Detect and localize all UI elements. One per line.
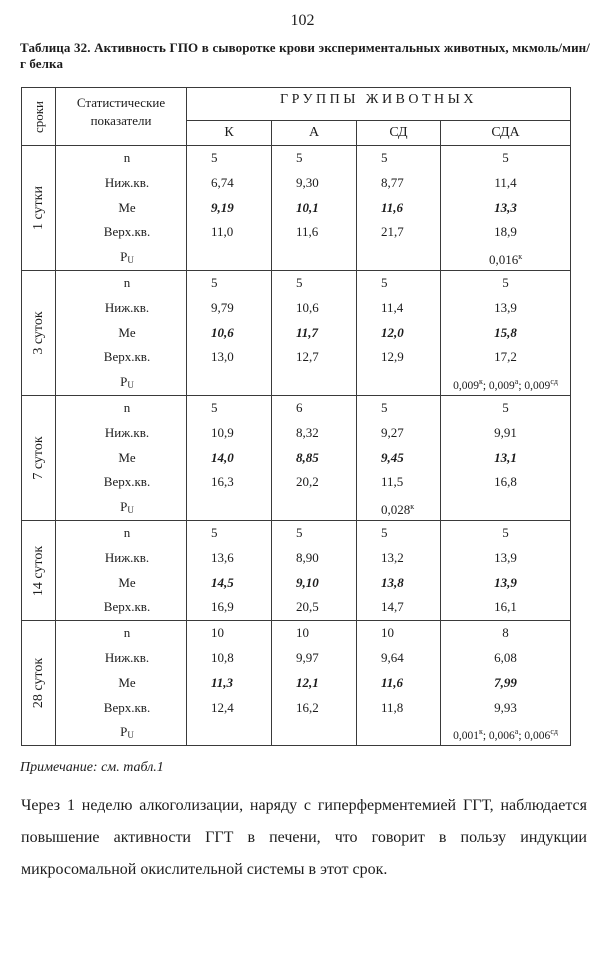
value-column-sda (441, 621, 571, 746)
value-cell (441, 495, 570, 520)
stat-label: n (123, 524, 131, 540)
value-column-sd (357, 395, 441, 520)
stat-label: $P_U$ (120, 499, 134, 516)
stat-label: Ниж.кв. (104, 649, 150, 665)
value-cell: 10,8 (211, 649, 234, 665)
stat-label: n (123, 150, 131, 165)
value-cell: 11,5 (381, 474, 404, 490)
value-cell (272, 245, 356, 270)
term-label: 1 сутки (30, 186, 46, 230)
value-cell: 10 (296, 625, 309, 641)
value-cell: 10 (381, 625, 394, 641)
value-column-k (187, 520, 272, 620)
value-cell: 13,1 (494, 449, 517, 465)
value-column-sd (357, 621, 441, 746)
value-cell: 18,9 (494, 224, 517, 240)
value-cell: 5 (211, 150, 218, 165)
value-cell: $0,009^к$; $0,009^а$; $0,009^{сд}$ (453, 377, 558, 393)
table-caption: Таблица 32. Активность ГПО в сыворотке крови экспериментальных животных, мкмоль/мин/ г белка (20, 40, 590, 71)
value-cell: 10,6 (211, 324, 234, 340)
value-column-a (272, 621, 357, 746)
table-section (22, 395, 571, 520)
value-column-k (187, 395, 272, 520)
stat-label: Ниж.кв. (104, 424, 150, 440)
value-cell: 6,74 (211, 174, 234, 190)
stat-cell (56, 395, 187, 520)
value-cell: 9,91 (494, 424, 517, 440)
value-column-sd (357, 270, 441, 395)
header-term: сроки (22, 88, 56, 146)
value-column-k (187, 621, 272, 746)
value-cell (187, 720, 271, 745)
stat-label: n (123, 274, 131, 290)
stat-cell (56, 270, 187, 395)
value-cell: 5 (211, 274, 218, 290)
value-column-sda (441, 270, 571, 395)
header-stat: Статистические показатели (56, 88, 187, 146)
value-cell: 11,6 (296, 224, 319, 240)
value-cell: 8 (502, 625, 509, 641)
value-column-a (272, 146, 357, 271)
value-cell: 11,6 (381, 674, 404, 690)
stat-label: Верх.кв. (103, 474, 151, 490)
value-column-sd (357, 520, 441, 620)
term-label: 3 суток (30, 311, 46, 355)
term-label: 14 суток (30, 545, 46, 596)
header-groups: ГРУППЫ ЖИВОТНЫХ (187, 88, 571, 121)
value-cell: 11,4 (381, 299, 404, 315)
value-cell: 16,9 (211, 599, 234, 615)
table-section (22, 146, 571, 271)
value-cell: 8,32 (296, 424, 319, 440)
stat-label: Верх.кв. (103, 224, 151, 240)
value-cell: 15,8 (494, 324, 517, 340)
value-cell: 11,8 (381, 699, 404, 715)
value-cell: 9,79 (211, 299, 234, 315)
value-cell: 9,19 (211, 199, 234, 215)
stat-label: $P_U$ (120, 249, 134, 266)
value-cell: 5 (381, 524, 388, 540)
value-cell: 5 (381, 150, 388, 165)
stat-label: $P_U$ (120, 374, 134, 391)
value-cell: 9,45 (381, 449, 404, 465)
table-note: Примечание: см. табл.1 (20, 760, 164, 775)
stat-label: Me (118, 324, 136, 340)
stat-label: n (123, 625, 131, 641)
stat-cell (56, 520, 187, 620)
stat-cell (56, 146, 187, 271)
value-cell: 12,0 (381, 324, 404, 340)
value-cell: 17,2 (494, 349, 517, 365)
value-cell: 9,30 (296, 174, 319, 190)
value-cell: 11,3 (211, 674, 234, 690)
term-label: 7 суток (30, 436, 46, 480)
stat-label: $P_U$ (120, 724, 134, 741)
term-cell (22, 395, 56, 520)
value-cell: 12,4 (211, 699, 234, 715)
value-cell: $0,001^к$; $0,006^а$; $0,006^{сд}$ (453, 727, 558, 743)
value-column-k (187, 270, 272, 395)
value-cell: 9,93 (494, 699, 517, 715)
value-cell: $0,016^к$ (488, 252, 523, 268)
value-cell: 11,7 (296, 324, 319, 340)
value-cell: 8,77 (381, 174, 404, 190)
value-column-sda (441, 146, 571, 271)
value-cell (187, 370, 271, 395)
column-header: К (187, 121, 272, 146)
stat-label: Me (118, 574, 136, 590)
value-cell: 20,5 (296, 599, 319, 615)
value-cell (272, 370, 356, 395)
stat-label: Ниж.кв. (104, 299, 150, 315)
value-cell: 13,2 (381, 549, 404, 565)
value-cell: 14,0 (211, 449, 234, 465)
value-cell: 14,5 (211, 574, 234, 590)
value-cell: 16,1 (494, 599, 517, 615)
value-cell: 10,9 (211, 424, 234, 440)
value-cell: 5 (381, 399, 388, 415)
value-cell: 20,2 (296, 474, 319, 490)
value-cell: 9,10 (296, 574, 319, 590)
stat-label: Me (118, 199, 136, 215)
stat-label: Верх.кв. (103, 699, 151, 715)
stat-label: Me (118, 449, 136, 465)
table-section (22, 621, 571, 746)
value-cell: 9,27 (381, 424, 404, 440)
stat-label-text: P (120, 499, 128, 515)
stat-label: Ниж.кв. (104, 174, 150, 190)
term-label: 28 суток (30, 657, 46, 709)
value-cell: 13,9 (494, 549, 517, 565)
value-cell: 16,2 (296, 699, 319, 715)
value-cell: 13,3 (494, 199, 517, 215)
value-cell (357, 245, 440, 270)
term-cell (22, 270, 56, 395)
term-cell (22, 146, 56, 271)
value-cell (187, 495, 271, 520)
table-section (22, 520, 571, 620)
value-cell: 5 (502, 274, 509, 290)
value-column-a (272, 270, 357, 395)
column-header: А (272, 121, 357, 146)
value-cell: 13,0 (211, 349, 234, 365)
value-cell (357, 720, 440, 745)
value-cell: 7,99 (494, 674, 517, 690)
stat-label: Верх.кв. (103, 599, 151, 615)
stat-label: Me (118, 674, 136, 690)
value-cell: 5 (211, 524, 218, 540)
value-column-a (272, 395, 357, 520)
value-cell: 5 (296, 274, 303, 290)
value-cell (357, 370, 440, 395)
value-column-k (187, 146, 272, 271)
data-table (21, 87, 571, 746)
value-cell: 5 (381, 274, 388, 290)
term-cell (22, 520, 56, 620)
value-cell: 10 (211, 625, 224, 641)
value-cell: 11,0 (211, 224, 234, 240)
stat-label-text: P (120, 724, 128, 740)
value-cell: 6,08 (494, 649, 517, 665)
stat-label: Ниж.кв. (104, 549, 150, 565)
stat-label-text: P (120, 374, 128, 390)
page-number: 102 (290, 12, 315, 29)
value-cell: 10,1 (296, 199, 319, 215)
value-cell: 5 (502, 524, 509, 540)
value-column-sda (441, 520, 571, 620)
term-cell (22, 621, 56, 746)
column-header: СД (357, 121, 441, 146)
body-paragraph: Через 1 неделю алкоголизации, наряду с гиперферментемией ГГТ, наблюдается повышение активности ГГТ в печени, что говорит в пользу индукции микросомальной окислительной системы в этот срок. (21, 797, 587, 878)
value-cell: 12,9 (381, 349, 404, 365)
value-cell: 12,7 (296, 349, 319, 365)
value-cell: $0,028^к$ (381, 502, 415, 518)
value-cell: 16,8 (494, 474, 517, 490)
value-cell: 5 (502, 399, 509, 415)
value-cell: 5 (296, 150, 303, 165)
stat-label-text: P (120, 249, 128, 265)
value-cell: 13,8 (381, 574, 404, 590)
value-cell: 21,7 (381, 224, 404, 240)
stat-label: n (123, 399, 131, 415)
value-cell: 5 (211, 399, 218, 415)
value-cell: 13,9 (494, 299, 517, 315)
stat-cell (56, 621, 187, 746)
value-cell: 13,6 (211, 549, 234, 565)
value-cell (272, 720, 356, 745)
value-cell: 16,3 (211, 474, 234, 490)
value-cell: 10,6 (296, 299, 319, 315)
value-column-sd (357, 146, 441, 271)
table-section (22, 270, 571, 395)
stat-label: Верх.кв. (103, 349, 151, 365)
value-cell: 11,6 (381, 199, 404, 215)
value-column-a (272, 520, 357, 620)
value-cell: 9,97 (296, 649, 319, 665)
value-cell: 12,1 (296, 674, 319, 690)
value-cell (187, 245, 271, 270)
value-cell: 11,4 (494, 174, 517, 190)
value-cell: 8,90 (296, 549, 319, 565)
value-cell: 13,9 (494, 574, 517, 590)
value-cell: 9,64 (381, 649, 404, 665)
value-cell: 6 (296, 399, 303, 415)
value-cell: 5 (502, 150, 509, 165)
value-cell: 14,7 (381, 599, 404, 615)
value-column-sda (441, 395, 571, 520)
value-cell: 5 (296, 524, 303, 540)
value-cell: 8,85 (296, 449, 319, 465)
column-header: СДА (441, 121, 571, 146)
value-cell (272, 495, 356, 520)
